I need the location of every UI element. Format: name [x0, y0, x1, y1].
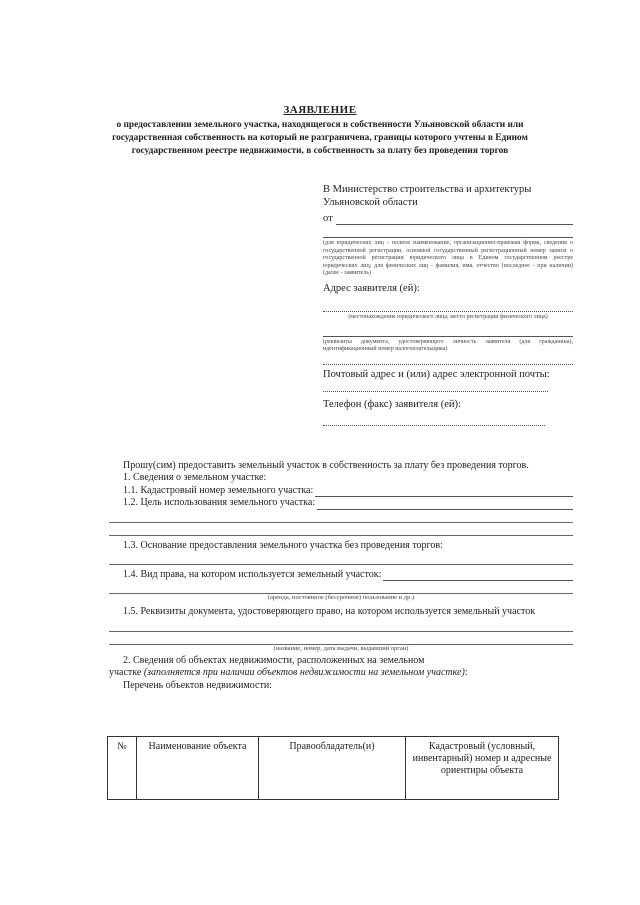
purpose-label: 1.2. Цель использования земельного участка:: [123, 497, 316, 509]
purpose-field-line2[interactable]: [109, 510, 573, 523]
document-field[interactable]: [323, 326, 573, 337]
from-field[interactable]: [336, 214, 573, 225]
document-subtitle: о предоставлении земельного участка, находящегося в собственности Ульяновской области или государственная собственность на который не разграничена, границы которого учтены в Едином государственном реестре недвижимости, в собственность за плату без проведения торгов: [112, 120, 528, 156]
postal-label: Почтовый адрес и (или) адрес электронной почты:: [323, 368, 550, 380]
phone-label: Телефон (факс) заявителя (ей):: [323, 398, 461, 410]
col-cadastral-number: Кадастровый (условный, инвентарный) номер и адресные ориентиры объекта: [406, 737, 559, 800]
addressee-block: [323, 184, 573, 426]
objects-table: [107, 736, 559, 800]
document-field-line2[interactable]: [323, 356, 573, 365]
col-number: №: [108, 737, 137, 800]
col-owner: Правообладатель(и): [259, 737, 406, 800]
right-type-hint: (аренда, постоянное (бессрочное) пользование и др.): [267, 594, 415, 602]
right-document-text: [109, 606, 573, 618]
address-field[interactable]: [323, 303, 573, 312]
postal-field[interactable]: [323, 383, 548, 392]
item1-5-label: Реквизиты документа, удостоверяющего право, на котором используется земельный участок: [140, 606, 536, 618]
purpose-field-line3[interactable]: [109, 523, 573, 536]
right-type-field[interactable]: [383, 570, 573, 581]
cadastral-label: 1.1. Кадастровый номер земельного участка:: [123, 484, 314, 496]
from-field-line2[interactable]: [323, 227, 573, 238]
purpose-field[interactable]: [317, 499, 573, 510]
right-document-field-line2[interactable]: [109, 632, 573, 645]
section2-note: (заполняется при наличии объектов недвижимости на земельном участке): [143, 667, 465, 679]
right-type-row: [109, 569, 573, 581]
application-body: [109, 460, 573, 692]
phone-field[interactable]: [323, 417, 545, 426]
cadastral-field[interactable]: [315, 486, 573, 497]
document-title: ЗАЯВЛЕНИЕ: [283, 104, 357, 116]
right-document-field[interactable]: [109, 619, 573, 632]
table-header-row: [108, 737, 559, 800]
basis-field[interactable]: [109, 552, 573, 565]
objects-list-title: Перечень объектов недвижимости:: [123, 679, 272, 691]
address-label: Адрес заявителя (ей):: [323, 282, 420, 294]
section2-continued: [109, 667, 573, 679]
section1-heading: 1. Сведения о земельном участке:: [123, 472, 267, 484]
section2-heading: 2. Сведения об объектах недвижимости, расположенных на земельном: [123, 654, 425, 666]
from-row: [323, 213, 573, 225]
cadastral-row: [109, 485, 573, 497]
right-type-label: 1.4. Вид права, на котором используется земельный участок:: [123, 569, 382, 581]
section2-tail: участке: [109, 667, 142, 679]
item1-5-number: 1.5.: [123, 606, 138, 618]
purpose-row: [109, 497, 573, 509]
from-label: от: [323, 213, 333, 224]
right-document-hint: (название, номер, дата выдачи, выдавший орган): [273, 644, 409, 652]
title-block: [100, 104, 540, 158]
basis-label: 1.3. Основание предоставления земельного участка без проведения торгов:: [123, 539, 443, 551]
addressee-to: В Министерство строительства и архитектуры Ульяновской области: [323, 184, 532, 208]
section2-colon: :: [464, 667, 468, 679]
document-hint: (реквизиты документа, удостоверяющего личность заявителя (для гражданина), идентификационный номер налогоплательщика): [323, 338, 573, 353]
right-type-field-line2[interactable]: [109, 581, 573, 594]
address-hint: (местонахождение юридического лица; место регистрации физического лица): [348, 313, 548, 320]
request-text: Прошу(сим) предоставить земельный участок в собственность за плату без проведения торгов.: [123, 460, 529, 471]
col-object-name: Наименование объекта: [137, 737, 259, 800]
from-hint: (для юридических лиц - полное наименование, организационно-правовая форма, сведения о государственной регистрации, основной государственный регистрационный номер записи о государственной регистрации юридического лица в Едином государственном реестре юридических лиц; для физических лиц - фамилия, имя, отчество (последнее - при наличии) (далее - заявитель): [323, 240, 573, 277]
